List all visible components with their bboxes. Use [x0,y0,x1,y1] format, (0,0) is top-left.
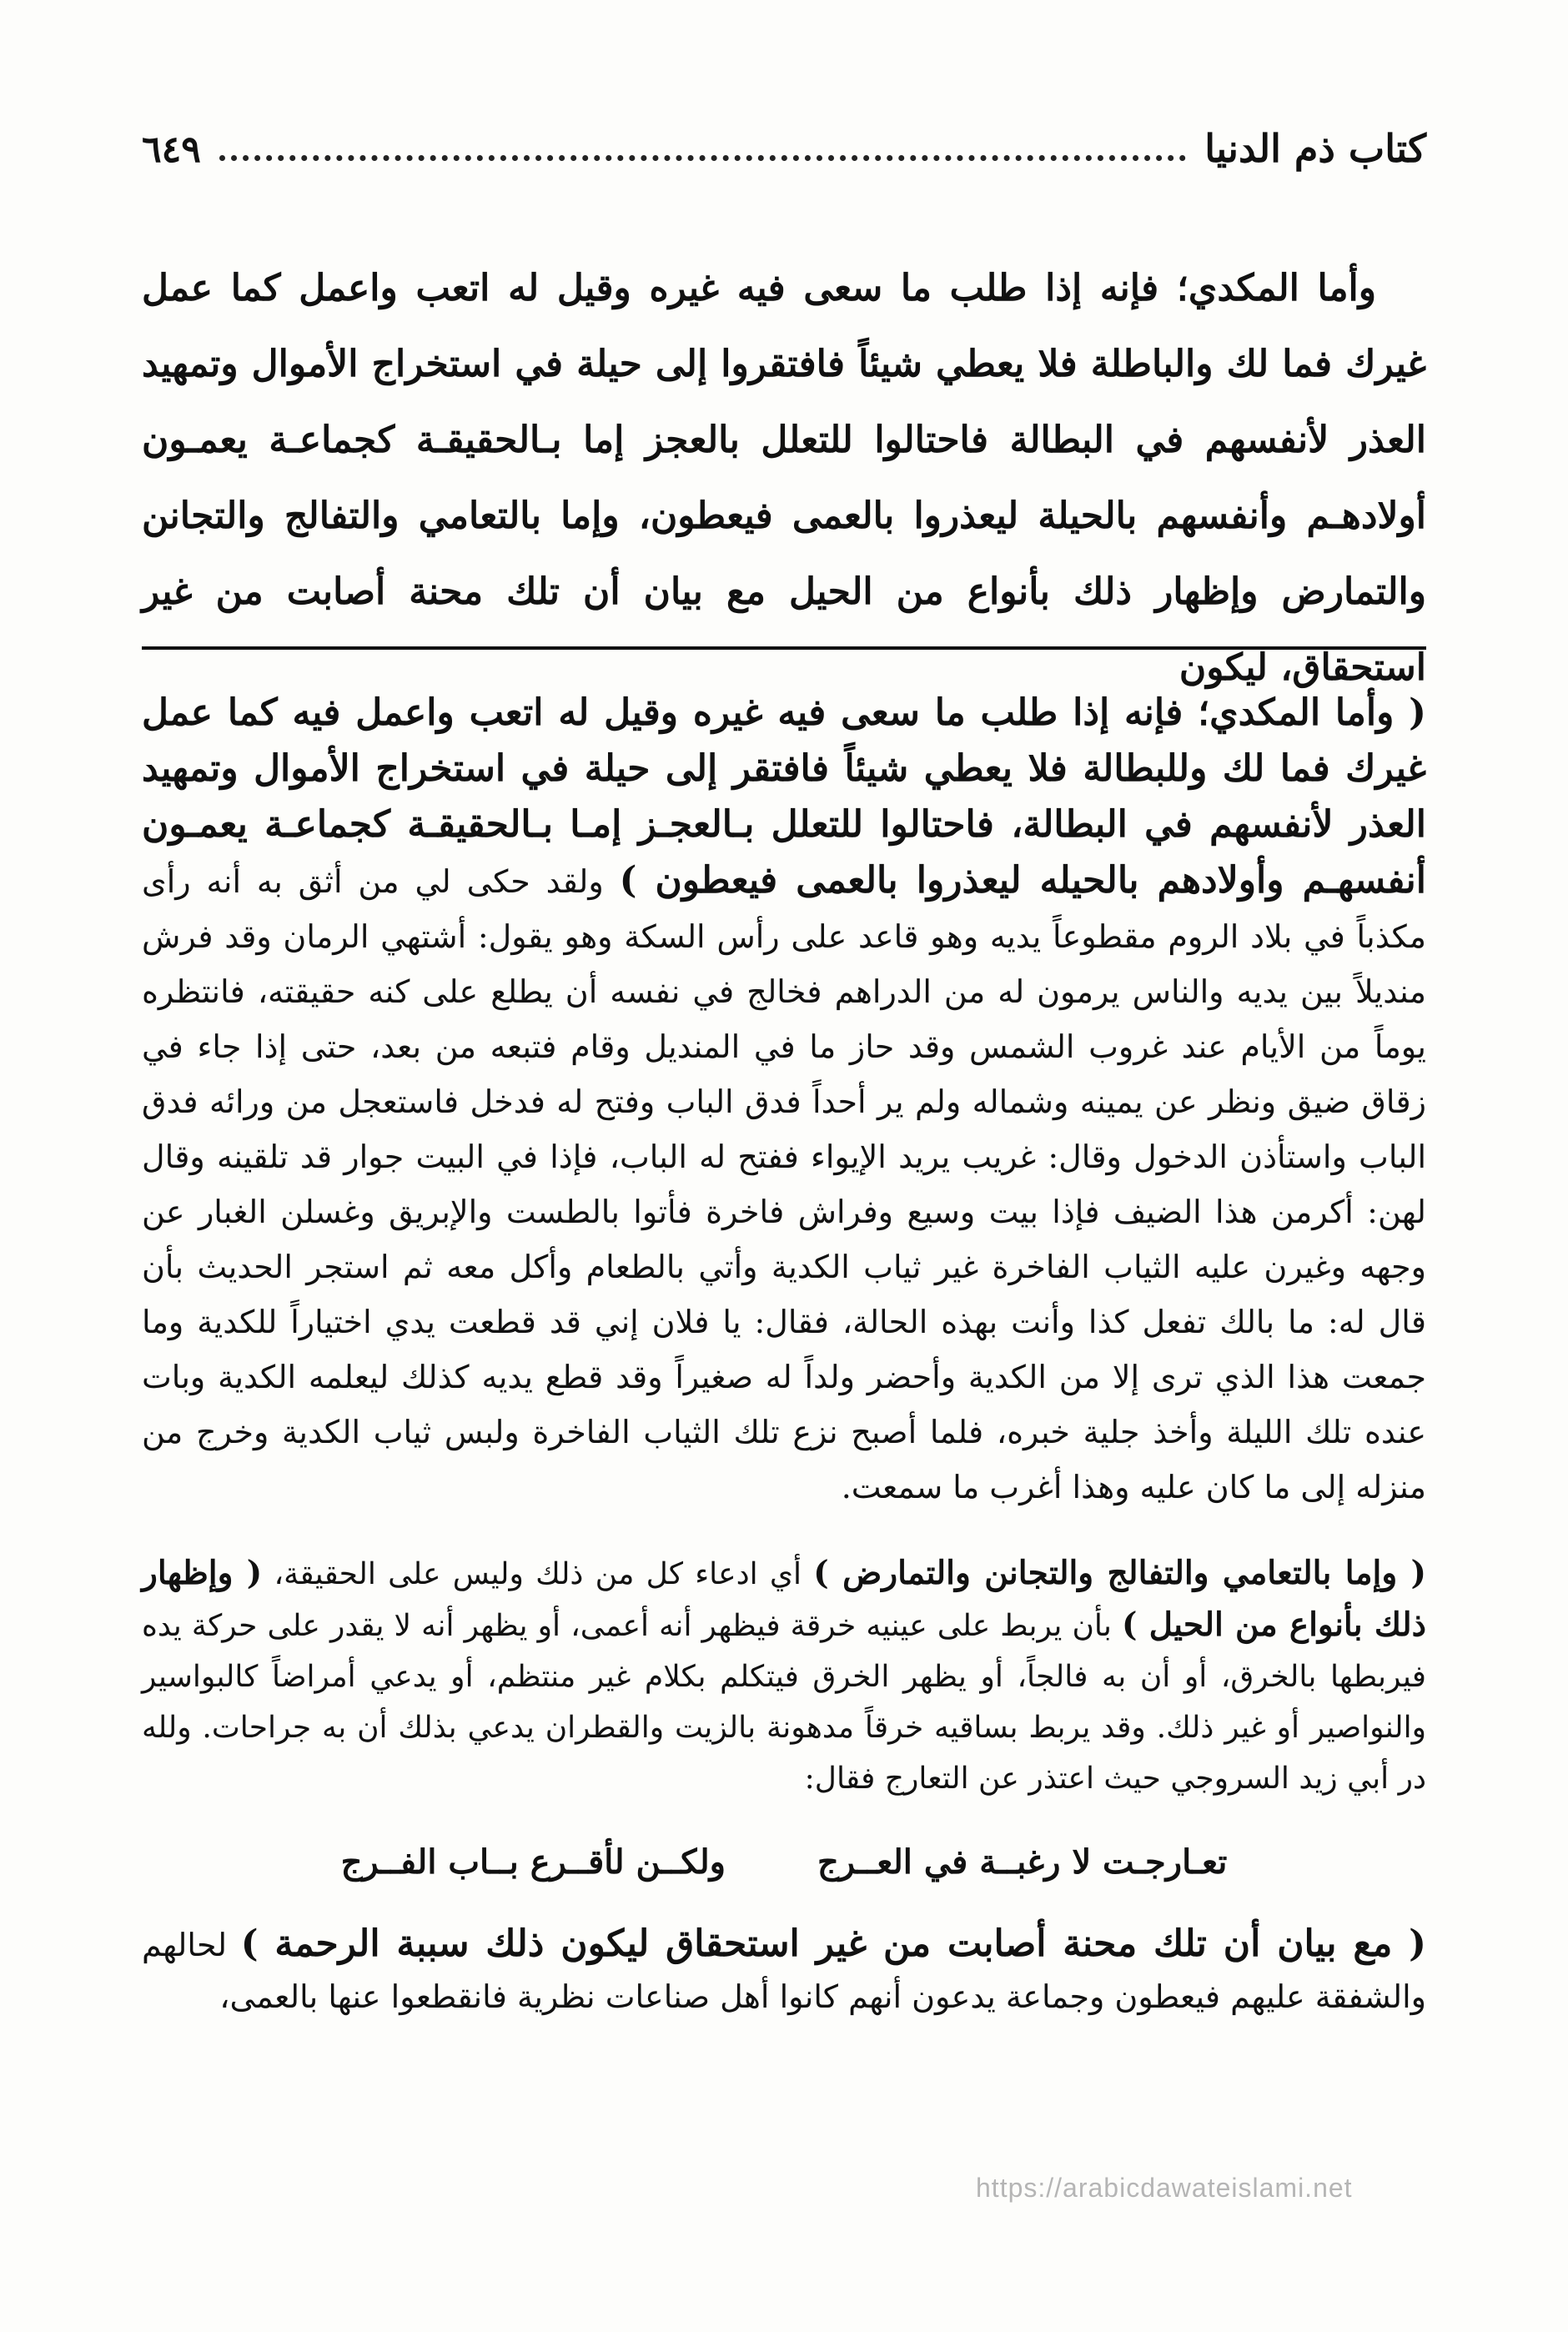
book-title: كتاب ذم الدنيا [1204,126,1426,171]
main-text: وأما المكدي؛ فإنه إذا طلب ما سعى فيه غيره وقيل له اتعب واعمل كما عمل غيرك فما لك والباطلة فلا يعطي شيئاً فافتقروا إلى حيلة في استخراج الأموال وتمهيد العذر لأنفسهم في البطالة فاحتالوا للتعلل بالعجز إما بـالحقيقـة كجماعـة يعمـون أولادهـم وأنفسهم بالحيلة ليعذروا بالعمى فيعطون، وإما بالتعامي والتفالج والتجانن والتمارض وإظهار ذلك بأنواع من الحيل مع بيان أن تلك محنة أصابت من غير استحقاق، ليكون [142,267,1426,689]
commentary-paragraph-1 [142,686,1426,1515]
page-number: ٦٤٩ [142,128,201,171]
main-text-block [142,250,1426,706]
quoted-main-text: ( وإما بالتعامي والتفالج والتجانن والتمارض ) [813,1554,1426,1592]
verse-first-hemistich: تعـارجـت لا رغبــة في العــرج [817,1842,1228,1882]
commentary-paragraph-3 [142,1918,1426,2023]
verse-second-hemistich: ولكــن لأقــرع بــاب الفــرج [340,1842,726,1882]
running-header [142,113,1426,171]
quoted-main-text: ( وإظهار ذلك بأنواع من الحيل ) [142,1554,1426,1644]
quoted-main-text: ( مع بيان أن تلك محنة أصابت من غير استحقاق ليكون ذلك سببة الرحمة ) [240,1922,1426,1965]
dotted-leader [219,147,1186,161]
text-divider [142,646,1426,650]
watermark-url: https://arabicdawateislami.net [976,2173,1353,2203]
commentary-text: ولقد حكى لي من أثق به أنه رأى مكذباً في بلاد الروم مقطوعاً يديه وهو قاعد على رأس السكة وهو يقول: أشتهي الرمان وقد فرش منديلاً بين يديه والناس يرمون له من الدراهم فخالج في نفسه أن يطلع على كنه حقيقته، فانتظره يوماً من الأيام عند غروب الشمس وقد حاز ما في المنديل وقام فتبعه من بعد، حتى إذا جاء في زقاق ضيق ونظر عن يمينه وشماله ولم ير أحداً فدق الباب وفتح له فدخل فاستعجل من ورائه فدق الباب واستأذن الدخول وقال: غريب يريد الإيواء ففتح له الباب، فإذا في البيت جوار قد تلقينه وقال لهن: أكرمن هذا الضيف فإذا بيت وسيع وفراش فاخرة فأتوا بالطست والإبريق وغسلن الغبار عن وجهه وغيرن عليه الثياب الفاخرة غير ثياب الكدية وأتي بالطعام وأكل معه ثم استجر الحديث بأن قال له: ما بالك تفعل كذا وأنت بهذه الحالة، فقال: يا فلان إني قد قطعت يدي اختياراً للكدية وما جمعت هذا الذي ترى إلا من الكدية وأحضر ولداً له صغيراً وقد قطع يديه كذلك ليعلمه الكدية وبات عنده تلك الليلة وأخذ جلية خبره، فلما أصبح نزع تلك الثياب الفاخرة ولبس ثياب الكدية وخرج من منزله إلى ما كان عليه وهذا أغرب ما سمعت. [142,863,1426,1505]
quoted-main-text: ( وأما المكدي؛ فإنه إذا طلب ما سعى فيه غيره وقيل له اتعب واعمل فيه كما عمل غيرك فما لك وللبطالة فلا يعطي شيئاً فافتقر إلى حيلة في استخراج الأموال وتمهيد العذر لأنفسهم في البطالة، فاحتالوا للتعلل بـالعجـز إمـا بـالحقيقـة كجماعـة يعمـون أنفسهـم وأولادهم بالحيله ليعذروا بالعمى فيعطون ) [142,691,1427,902]
commentary-block [142,686,1426,2023]
commentary-text: لحالهم والشفقة عليهم فيعطون وجماعة يدعون أنهم كانوا أهل صناعات نظرية فانقطعوا عنها بالعمى، [142,1927,1426,2015]
commentary-paragraph-2 [142,1548,1426,1804]
poetry-verse [142,1842,1426,1882]
commentary-text: بأن يربط على عينيه خرقة فيظهر أنه أعمى، أو يظهر أنه لا يقدر على حركة يده فيربطها بالخرق، أو أن به فالجاً، أو يظهر الخرق فيتكلم بكلام غير منتظم، أو يدعي أمراضاً كالبواسير والنواصير أو غير ذلك. وقد يربط بساقيه خرقاً مدهونة بالزيت والقطران يدعي بذلك أن به جراحات. ولله در أبي زيد السروجي حيث اعتذر عن التعارج فقال: [142,1609,1426,1796]
commentary-text: أي ادعاء كل من ذلك وليس على الحقيقة، [262,1557,814,1591]
